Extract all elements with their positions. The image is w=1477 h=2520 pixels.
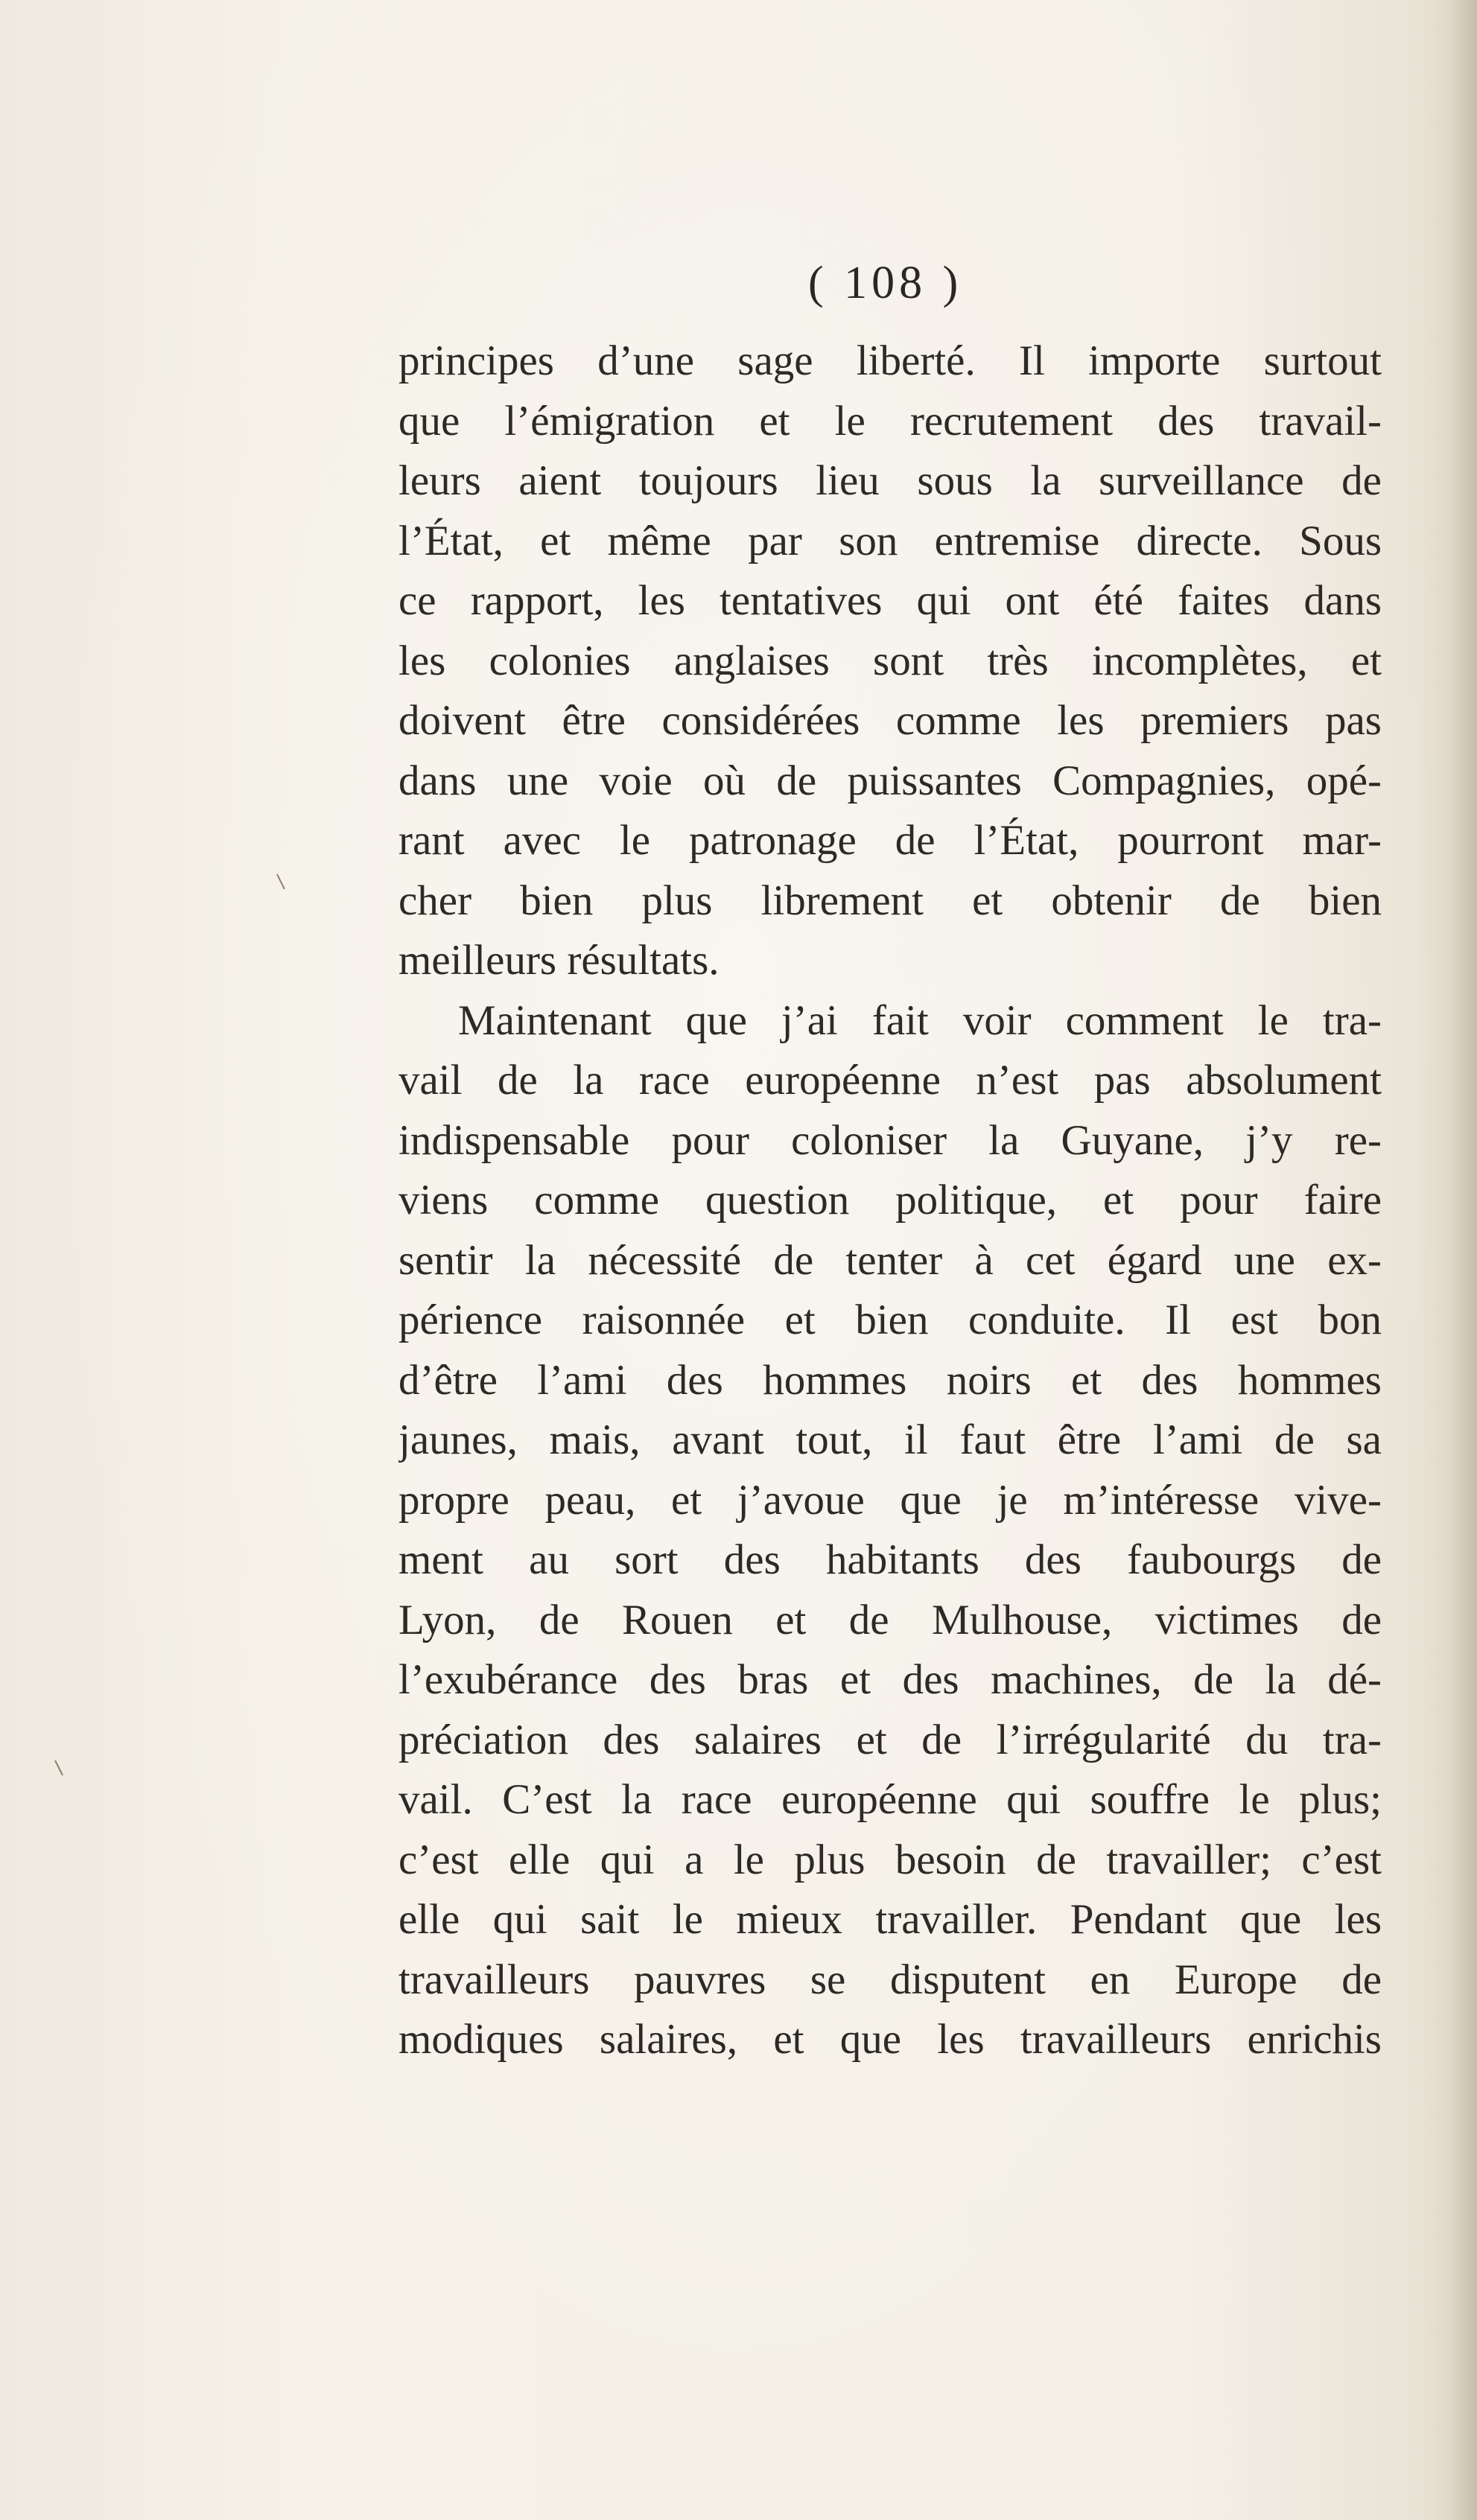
text-line: ce rapport, les tentatives qui ont été faites dans bbox=[398, 577, 1382, 624]
stray-mark-2 bbox=[52, 1757, 67, 1780]
text-line: doivent être considérées comme les premiers pas bbox=[398, 697, 1382, 744]
text-line: propre peau, et j’avoue que je m’intéresse vive- bbox=[398, 1476, 1382, 1524]
text-line: travailleurs pauvres se disputent en Europe de bbox=[398, 1956, 1382, 2003]
text-line: dans une voie où de puissantes Compagnies, opé- bbox=[398, 757, 1382, 804]
page-edge-shadow bbox=[1447, 0, 1477, 2520]
text-line: indispensable pour coloniser la Guyane, j’y re- bbox=[398, 1116, 1382, 1164]
text-line: c’est elle qui a le plus besoin de travailler; c’est bbox=[398, 1836, 1382, 1883]
text-line: les colonies anglaises sont très incomplètes, et bbox=[398, 637, 1382, 684]
text-line: vail. C’est la race européenne qui souffre le plus; bbox=[398, 1776, 1382, 1823]
text-line: modiques salaires, et que les travailleurs enrichis bbox=[398, 2016, 1382, 2063]
text-line: sentir la nécessité de tenter à cet égard une ex- bbox=[398, 1236, 1382, 1284]
text-line: viens comme question politique, et pour faire bbox=[398, 1177, 1382, 1224]
text-line: vail de la race européenne n’est pas absolument bbox=[398, 1057, 1382, 1104]
stray-mark-1 bbox=[274, 871, 289, 894]
text-line: d’être l’ami des hommes noirs et des hommes bbox=[398, 1356, 1382, 1404]
text-line: rant avec le patronage de l’État, pourront mar- bbox=[398, 817, 1382, 864]
text-line: Lyon, de Rouen et de Mulhouse, victimes de bbox=[398, 1596, 1382, 1644]
text-line: principes d’une sage liberté. Il importe surtout bbox=[398, 337, 1382, 384]
text-line: préciation des salaires et de l’irrégularité du tra- bbox=[398, 1716, 1382, 1763]
text-line: l’État, et même par son entremise directe. Sous bbox=[398, 517, 1382, 564]
text-line: elle qui sait le mieux travailler. Pendant que les bbox=[398, 1896, 1382, 1943]
text-line: ment au sort des habitants des faubourgs de bbox=[398, 1536, 1382, 1583]
text-line: périence raisonnée et bien conduite. Il est bon bbox=[398, 1296, 1382, 1343]
text-line: Maintenant que j’ai fait voir comment le tra- bbox=[458, 996, 1382, 1044]
text-line: l’exubérance des bras et des machines, de la dé- bbox=[398, 1656, 1382, 1703]
text-line: cher bien plus librement et obtenir de bien bbox=[398, 876, 1382, 924]
body-text bbox=[398, 331, 1382, 2070]
text-line: jaunes, mais, avant tout, il faut être l’ami de sa bbox=[398, 1416, 1382, 1463]
text-line: que l’émigration et le recrutement des travail- bbox=[398, 397, 1382, 445]
text-line: leurs aient toujours lieu sous la surveillance de bbox=[398, 457, 1382, 504]
page-number: ( 108 ) bbox=[808, 258, 963, 308]
text-line: meilleurs résultats. bbox=[398, 937, 720, 984]
